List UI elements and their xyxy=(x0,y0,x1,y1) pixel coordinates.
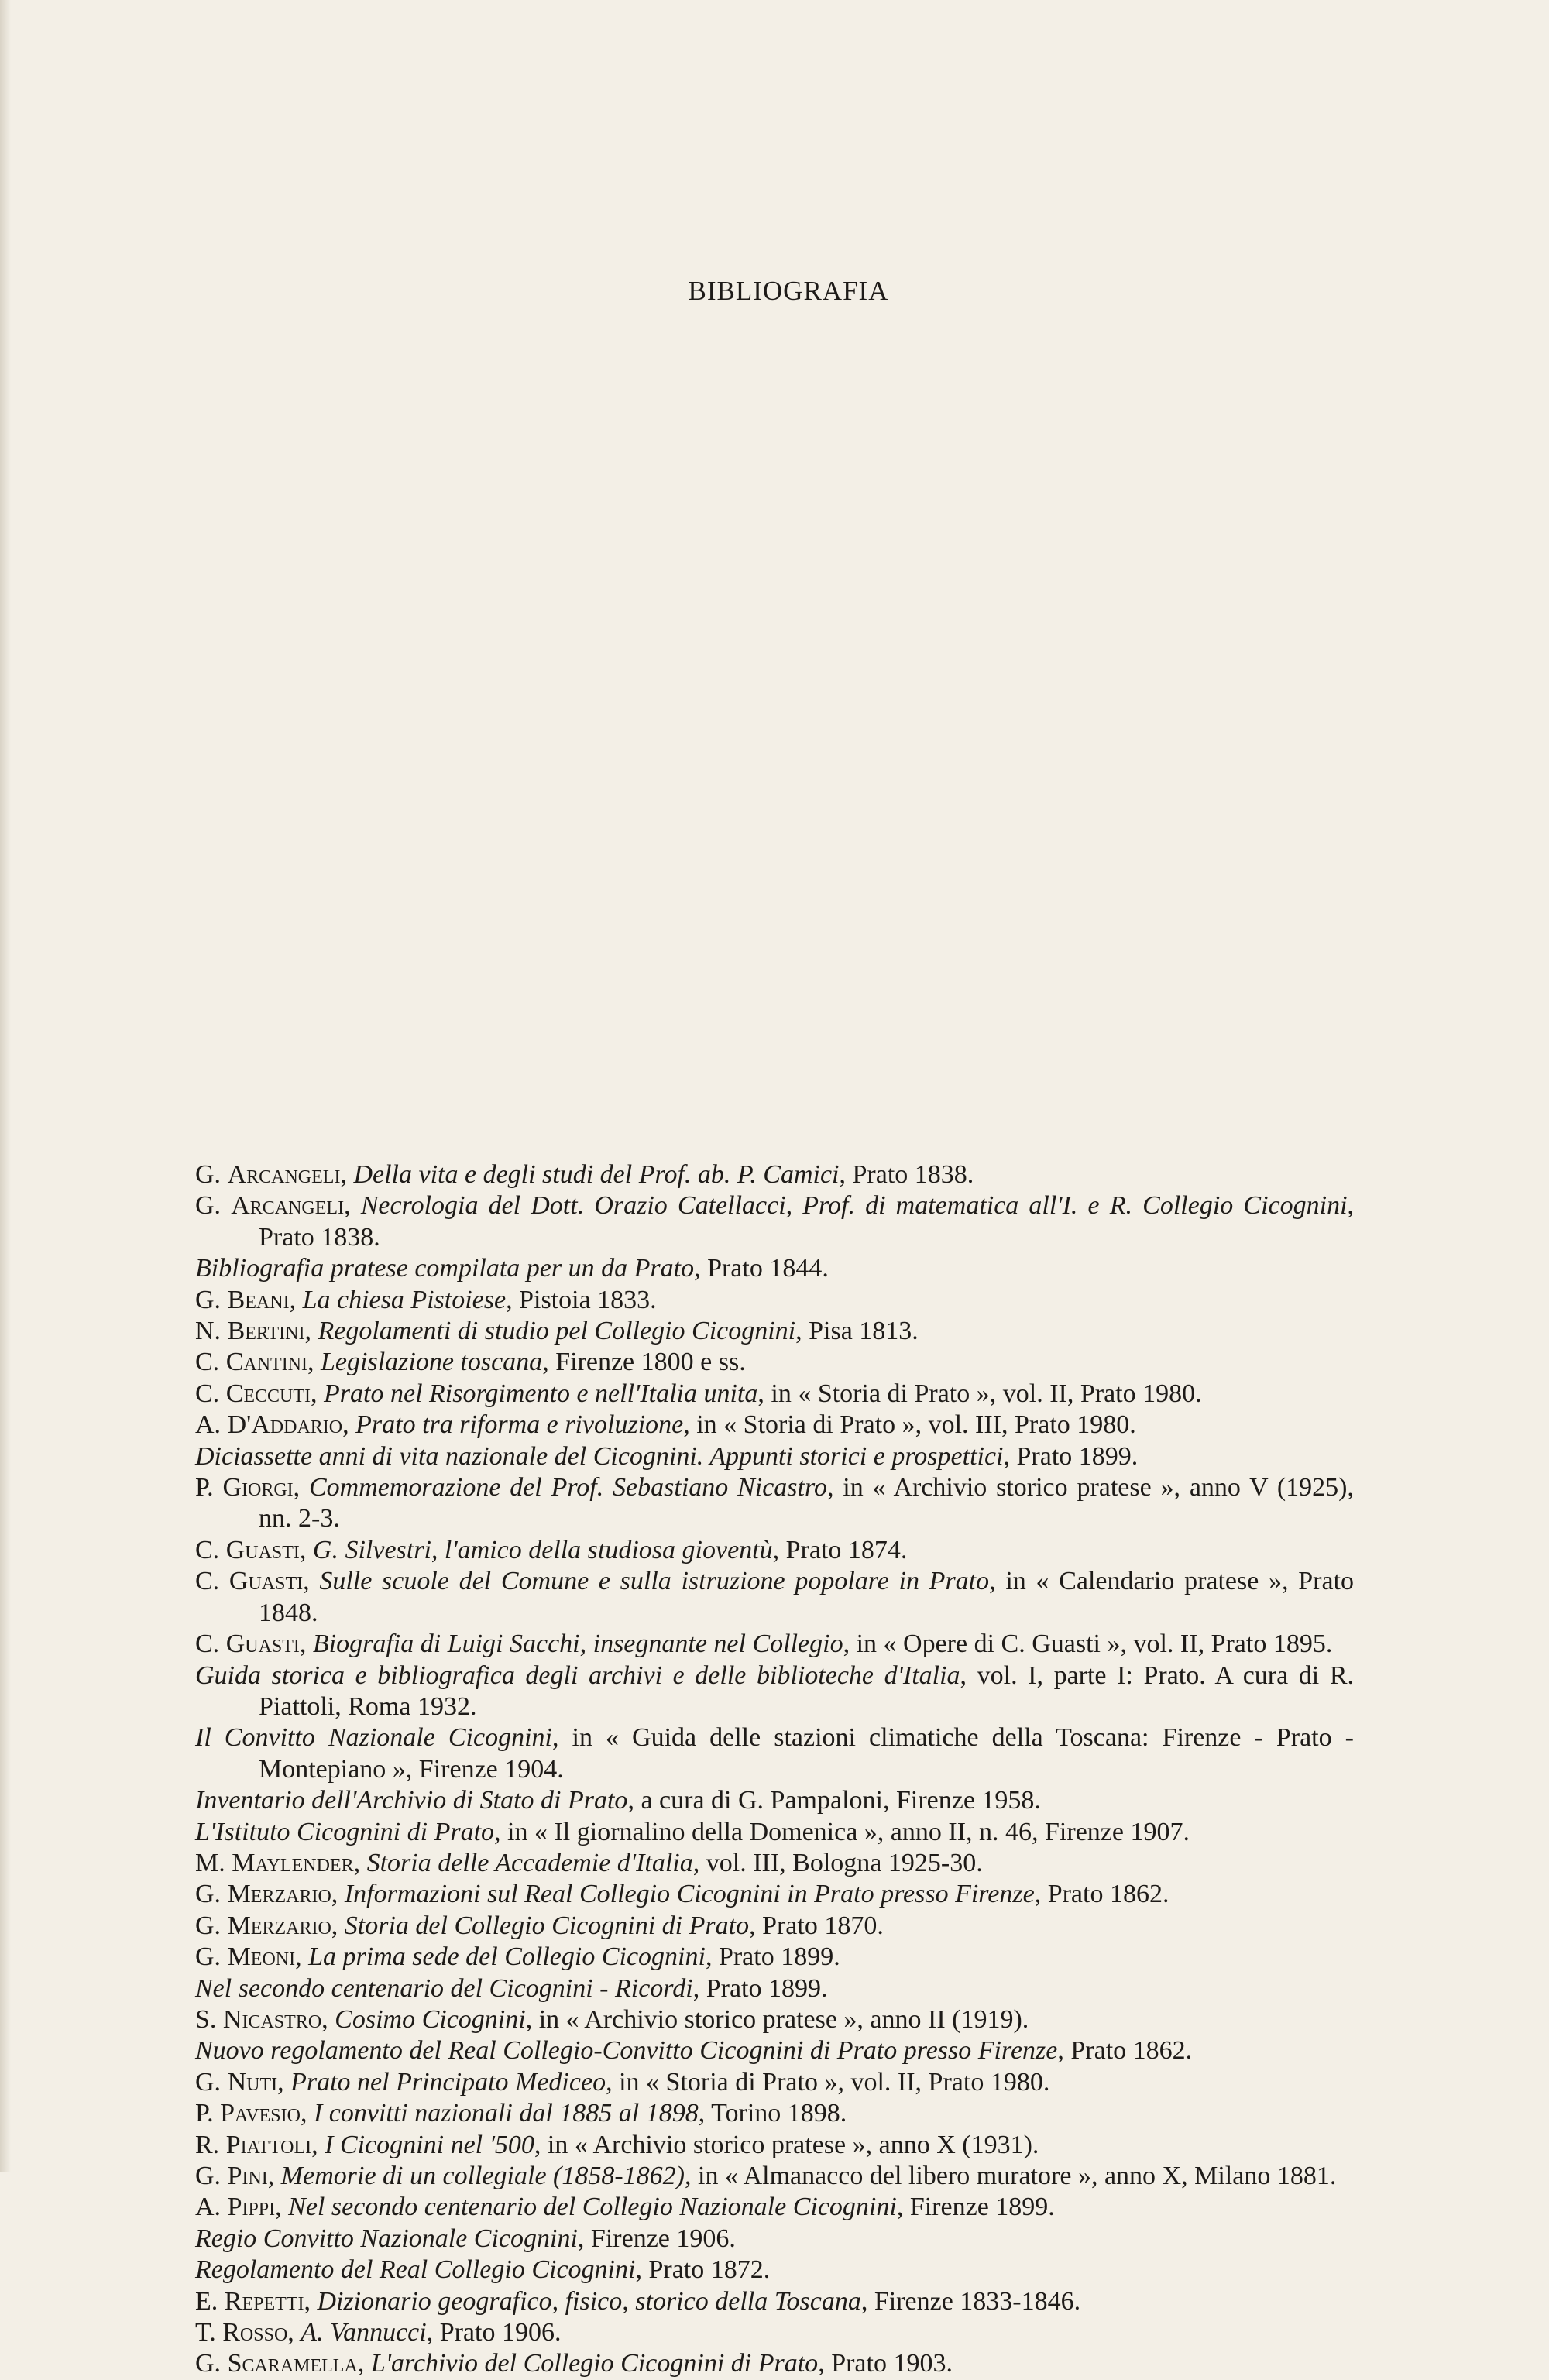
work-title: Bibliografia pratese compilata per un da Prato xyxy=(195,1254,695,1283)
work-title: Necrologia del Dott. Orazio Catellacci, Prof. di matematica all'I. e R. Collegio Cicognini xyxy=(360,1191,1348,1221)
work-title: L'archivio del Collegio Cicognini di Prato xyxy=(370,2349,819,2378)
bibliography-entry xyxy=(195,1441,1354,1472)
publication-details: , Prato 1838. xyxy=(259,1191,1355,1252)
author-surname: Guasti xyxy=(225,1535,300,1564)
author-surname: Scaramella xyxy=(227,2349,358,2378)
work-title: I convitti nazionali dal 1885 al 1898 xyxy=(313,2099,699,2128)
publication-details: , Prato 1870. xyxy=(749,1911,884,1940)
work-title: Cosimo Cicognini xyxy=(335,2004,526,2034)
publication-details: , Torino 1898. xyxy=(698,2099,847,2128)
author-surname: Beani xyxy=(227,1285,290,1314)
publication-details: , Prato 1906. xyxy=(426,2318,562,2347)
publication-details: , in « Calendario pratese », Prato 1848. xyxy=(259,1567,1355,1627)
work-title: La chiesa Pistoiese xyxy=(302,1285,507,1314)
work-title: Memorie di un collegiale (1858-1862) xyxy=(280,2162,685,2190)
bibliography-entry xyxy=(195,1722,1354,1785)
author-initial: P. xyxy=(195,2099,214,2128)
bibliography-entry xyxy=(195,1973,1354,2004)
work-title: Biografia di Luigi Sacchi, insegnante nel Collegio xyxy=(312,1630,843,1659)
bibliography-entry: G. Merzario, Informazioni sul Real Collegio Cicognini in Prato presso Firenze, Prato 1862. xyxy=(195,1880,1169,1909)
bibliography-entry: C. Ceccuti, Prato nel Risorgimento e nell'Italia unita, in « Storia di Prato », vol. II, Prato 1980. xyxy=(195,1379,1202,1408)
publication-details: , Prato 1862. xyxy=(1057,2036,1193,2066)
author-initial: C. xyxy=(195,1535,220,1564)
work-title: Il Convitto Nazionale Cicognini xyxy=(195,1723,552,1753)
publication-details: , in « Guida delle stazioni climatiche della Toscana: Firenze - Prato - Montepiano », Firenze 1904. xyxy=(259,1723,1354,1784)
bibliography-entry xyxy=(195,1785,1354,1816)
work-title: Nel secondo centenario del Cicognini - Ricordi xyxy=(195,1973,693,2003)
author-initial: M. xyxy=(195,1848,225,1877)
bibliography-entry xyxy=(195,2224,1354,2255)
bibliography-entry: G. Arcangeli, Necrologia del Dott. Orazio Catellacci, Prof. di matematica all'I. e R. Collegio Cicognini, Prato 1838. xyxy=(195,1191,1355,1252)
work-title: Prato tra riforma e rivoluzione xyxy=(355,1410,684,1440)
author-initial: C. xyxy=(195,1630,220,1659)
work-title: Prato nel Principato Mediceo xyxy=(290,2067,606,2097)
publication-details: , Firenze 1800 e ss. xyxy=(542,1348,746,1377)
publication-details: , Prato 1899. xyxy=(705,1942,840,1972)
author-initial: A. xyxy=(195,1410,222,1440)
bibliography-entry: G. Beani, La chiesa Pistoiese, Pistoia 1833. xyxy=(195,1285,657,1314)
author-initial: P. xyxy=(195,1473,214,1503)
publication-details: , Pisa 1813. xyxy=(795,1317,919,1346)
author-initial: G. xyxy=(195,1911,222,1940)
work-title: Prato nel Risorgimento e nell'Italia unita xyxy=(324,1379,758,1408)
work-title: Dizionario geografico, fisico, storico della Toscana xyxy=(317,2286,861,2316)
work-title: Inventario dell'Archivio di Stato di Prato xyxy=(195,1786,628,1815)
publication-details: , Firenze 1899. xyxy=(896,2193,1055,2222)
publication-details: , in « Storia di Prato », vol. II, Prato 1980. xyxy=(757,1379,1202,1408)
bibliography-entry: C. Cantini, Legislazione toscana, Firenze 1800 e ss. xyxy=(195,1348,746,1377)
bibliography-entry xyxy=(195,2035,1354,2066)
author-initial: G. xyxy=(195,2162,222,2190)
author-surname: Meoni xyxy=(227,1942,296,1972)
publication-details: , Prato 1899. xyxy=(692,1973,828,2003)
publication-details: , Prato 1844. xyxy=(694,1254,829,1283)
publication-details: , Prato 1872. xyxy=(635,2255,771,2285)
work-title: Storia delle Accademie d'Italia xyxy=(366,1848,693,1877)
bibliography-entry: P. Giorgi, Commemorazione del Prof. Sebastiano Nicastro, in « Archivio storico pratese », anno V (1925), nn. 2-3. xyxy=(195,1473,1355,1533)
publication-details: , in « Almanacco del libero muratore », anno X, Milano 1881. xyxy=(685,2162,1337,2190)
author-initial: G. xyxy=(195,1942,222,1972)
bibliography-entry: T. Rosso, A. Vannucci, Prato 1906. xyxy=(195,2318,562,2347)
bibliography-entry: P. Pavesio, I convitti nazionali dal 1885 al 1898, Torino 1898. xyxy=(195,2099,847,2128)
work-title: Diciassette anni di vita nazionale del Cicognini. Appunti storici e prospettici xyxy=(195,1441,1004,1471)
author-surname: Piattoli xyxy=(225,2130,312,2159)
author-surname: Giorgi xyxy=(222,1473,294,1503)
work-title: Regolamenti di studio pel Collegio Cicognini xyxy=(318,1317,796,1346)
work-title: Nel secondo centenario del Collegio Nazionale Cicognini xyxy=(288,2193,897,2222)
bibliography-entry: G. Arcangeli, Della vita e degli studi del Prof. ab. P. Camici, Prato 1838. xyxy=(195,1160,974,1189)
work-title: Della vita e degli studi del Prof. ab. P. Camici xyxy=(353,1160,840,1189)
publication-details: , in « Archivio storico pratese », anno X (1931). xyxy=(534,2130,1039,2159)
author-surname: Arcangeli xyxy=(227,1160,341,1189)
publication-details: , in « Storia di Prato », vol. II, Prato 1980. xyxy=(606,2067,1050,2097)
author-surname: Merzario xyxy=(227,1911,331,1940)
page-title: BIBLIOGRAFIA xyxy=(688,276,889,306)
work-title: G. Silvestri, l'amico della studiosa gioventù xyxy=(312,1535,773,1564)
author-surname: Maylender xyxy=(232,1848,354,1877)
bibliography-entry xyxy=(195,1253,1354,1284)
bibliography-entry: A. Pippi, Nel secondo centenario del Collegio Nazionale Cicognini, Firenze 1899. xyxy=(195,2193,1055,2222)
bibliography-entry xyxy=(195,1817,1354,1848)
author-surname: Cantini xyxy=(225,1348,308,1377)
author-initial: G. xyxy=(195,2349,222,2378)
author-surname: Guasti xyxy=(225,1630,300,1659)
bibliography-entry: G. Pini, Memorie di un collegiale (1858-1862), in « Almanacco del libero muratore », anno X, Milano 1881. xyxy=(195,2162,1337,2190)
publication-details: , Prato 1838. xyxy=(839,1160,974,1189)
bibliography-entry: N. Bertini, Regolamenti di studio pel Collegio Cicognini, Pisa 1813. xyxy=(195,1317,919,1346)
publication-details: , in « Storia di Prato », vol. III, Prato 1980. xyxy=(683,1410,1136,1440)
work-title: Regolamento del Real Collegio Cicognini xyxy=(195,2255,636,2285)
author-surname: Repetti xyxy=(224,2286,304,2316)
author-initial: E. xyxy=(195,2286,218,2316)
author-initial: C. xyxy=(195,1567,220,1596)
author-surname: Bertini xyxy=(227,1317,305,1346)
author-initial: G. xyxy=(195,1160,222,1189)
author-surname: Nuti xyxy=(227,2067,278,2097)
work-title: La prima sede del Collegio Cicognini xyxy=(308,1942,706,1972)
bibliography-entry: G. Scaramella, L'archivio del Collegio Cicognini di Prato, Prato 1903. xyxy=(195,2349,953,2378)
author-initial: G. xyxy=(195,1285,222,1314)
bibliography-entry: M. Maylender, Storia delle Accademie d'Italia, vol. III, Bologna 1925-30. xyxy=(195,1848,983,1877)
work-title: I Cicognini nel '500 xyxy=(325,2130,534,2159)
author-initial: G. xyxy=(195,2067,222,2097)
bibliography-entry: G. Nuti, Prato nel Principato Mediceo, in « Storia di Prato », vol. II, Prato 1980. xyxy=(195,2067,1050,2097)
work-title: L'Istituto Cicognini di Prato xyxy=(195,1817,495,1846)
author-surname: Pavesio xyxy=(220,2099,301,2128)
work-title: Sulle scuole del Comune e sulla istruzione popolare in Prato xyxy=(319,1567,990,1596)
author-surname: Guasti xyxy=(228,1567,304,1596)
author-surname: D'Addario xyxy=(227,1410,343,1440)
bibliography-entry: C. Guasti, G. Silvestri, l'amico della studiosa gioventù, Prato 1874. xyxy=(195,1535,908,1564)
author-initial: G. xyxy=(195,1191,222,1221)
author-initial: T. xyxy=(195,2318,216,2347)
bibliography-entry: C. Guasti, Sulle scuole del Comune e sulla istruzione popolare in Prato, in « Calendario pratese », Prato 1848. xyxy=(195,1567,1355,1627)
author-initial: C. xyxy=(195,1379,220,1408)
work-title: Guida storica e bibliografica degli archivi e delle biblioteche d'Italia xyxy=(195,1661,960,1690)
page-edge-shadow xyxy=(0,0,11,2172)
bibliography-entry: C. Guasti, Biografia di Luigi Sacchi, insegnante nel Collegio, in « Opere di C. Guasti », vol. II, Prato 1895. xyxy=(195,1630,1333,1659)
author-initial: N. xyxy=(195,1317,222,1346)
publication-details: , Prato 1899. xyxy=(1003,1441,1139,1471)
publication-details: , in « Archivio storico pratese », anno II (1919). xyxy=(525,2004,1029,2034)
author-initial: C. xyxy=(195,1348,220,1377)
bibliography-entry: R. Piattoli, I Cicognini nel '500, in « Archivio storico pratese », anno X (1931). xyxy=(195,2130,1039,2159)
work-title: Storia del Collegio Cicognini di Prato xyxy=(344,1911,750,1940)
publication-details: , a cura di G. Pampaloni, Firenze 1958. xyxy=(627,1786,1041,1815)
author-surname: Pippi xyxy=(227,2193,276,2222)
publication-details: , in « Opere di C. Guasti », vol. II, Prato 1895. xyxy=(843,1630,1333,1659)
publication-details: , Firenze 1906. xyxy=(577,2224,736,2253)
author-surname: Pini xyxy=(227,2162,268,2190)
publication-details: , Pistoia 1833. xyxy=(506,1285,657,1314)
bibliography-entry: G. Merzario, Storia del Collegio Cicognini di Prato, Prato 1870. xyxy=(195,1911,884,1940)
work-title: Commemorazione del Prof. Sebastiano Nicastro xyxy=(308,1473,827,1503)
work-title: Nuovo regolamento del Real Collegio-Convitto Cicognini di Prato presso Firenze xyxy=(195,2036,1058,2066)
bibliography-entry: A. D'Addario, Prato tra riforma e rivoluzione, in « Storia di Prato », vol. III, Prato 1980. xyxy=(195,1410,1136,1440)
publication-details: , vol. III, Bologna 1925-30. xyxy=(692,1848,983,1877)
work-title: Informazioni sul Real Collegio Cicognini in Prato presso Firenze xyxy=(344,1880,1035,1909)
publication-details: , in « Il giornalino della Domenica », anno II, n. 46, Firenze 1907. xyxy=(494,1817,1190,1846)
bibliography-entry: G. Meoni, La prima sede del Collegio Cicognini, Prato 1899. xyxy=(195,1942,840,1972)
publication-details: , Prato 1903. xyxy=(818,2349,953,2378)
author-initial: A. xyxy=(195,2193,222,2222)
bibliography-list xyxy=(195,1159,1354,2380)
work-title: Legislazione toscana xyxy=(321,1348,543,1377)
author-initial: S. xyxy=(195,2004,217,2034)
work-title: Regio Convitto Nazionale Cicognini xyxy=(195,2224,578,2253)
author-initial: R. xyxy=(195,2130,220,2159)
bibliography-entry xyxy=(195,2255,1354,2286)
publication-details: , Prato 1874. xyxy=(772,1535,908,1564)
bibliography-entry xyxy=(195,1661,1354,1723)
publication-details: , in « Archivio storico pratese », anno V (1925), nn. 2-3. xyxy=(259,1473,1355,1533)
work-title: A. Vannucci xyxy=(301,2318,427,2347)
author-initial: G. xyxy=(195,1880,222,1909)
author-surname: Ceccuti xyxy=(225,1379,311,1408)
author-surname: Nicastro xyxy=(222,2004,322,2034)
publication-details: , Prato 1862. xyxy=(1034,1880,1169,1909)
author-surname: Arcangeli xyxy=(231,1191,345,1221)
publication-details: , Firenze 1833-1846. xyxy=(860,2286,1081,2316)
author-surname: Rosso xyxy=(222,2318,288,2347)
publication-details: , vol. I, parte I: Prato. A cura di R. Piattoli, Roma 1932. xyxy=(259,1661,1354,1721)
bibliography-entry: S. Nicastro, Cosimo Cicognini, in « Archivio storico pratese », anno II (1919). xyxy=(195,2004,1029,2034)
bibliography-entry: E. Repetti, Dizionario geografico, fisico, storico della Toscana, Firenze 1833-1846. xyxy=(195,2286,1081,2316)
author-surname: Merzario xyxy=(227,1880,331,1909)
